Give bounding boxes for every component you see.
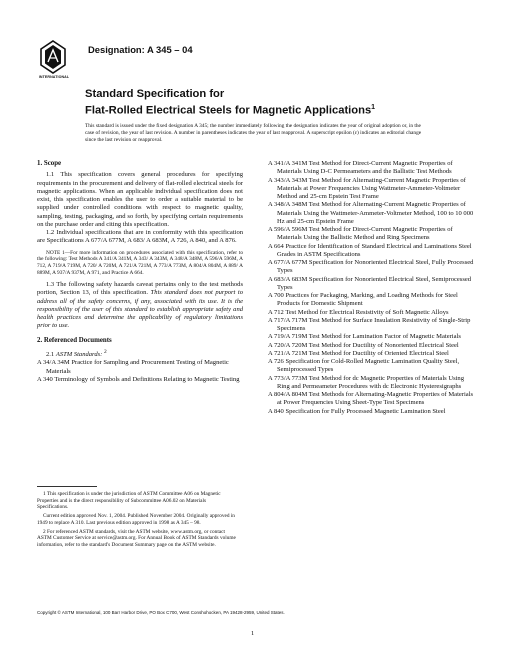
reference-item: A 721/A 721M Test Method for Ductility of Oriented Electrical Steel [268, 349, 449, 357]
paragraph-2-1 [37, 348, 243, 359]
reference-item: A 683/A 683M Specification for Nonoriented Electrical Steel, Semiprocessed Types [268, 275, 472, 291]
reference-item: A 348/A 348M Test Method for Alternating-Current Magnetic Properties of Materials Using the Wattmeter-Ammeter-Voltmeter Method, 100 to 10 000 Hz and 25-cm Epstein Frame [268, 201, 474, 225]
reference-item: A 804/A 804M Test Methods for Alternating-Magnetic Properties of Materials at Power Frequencies Using Sheet-Type Test Specimens [268, 391, 474, 407]
title-footnote-mark: 1 [371, 104, 376, 111]
left-column [37, 160, 243, 384]
reference-item: A 700 Practices for Packaging, Marking, and Loading Methods for Steel Products for Domestic Shipment [268, 292, 458, 308]
paragraph-2-1-number: 2.1 [46, 351, 55, 359]
paragraph-1-1: 1.1 This specification covers general procedures for specifying requirements in the procurement and delivery of flat-rolled electrical steels for magnetic applications. When an applicable individual specification does not exist, this specification enables the user to order a suitable material to be supplied under controlled conditions with respect to magnetic quality, sampling, testing, packaging, and so forth, by specifying certain requirements on the purchase order and citing this specification. [37, 171, 243, 228]
astm-standards-label: ASTM Standards: [55, 351, 103, 359]
footnote-1: 1 This specification is under the jurisdiction of ASTM Committee A06 on Magnetic Properties and is the direct responsibility of Subcommittee A06.02 on Materials Specifications. [37, 491, 221, 511]
reference-item: A 34/A 34M Practice for Sampling and Procurement Testing of Magnetic Materials [37, 359, 229, 375]
footnote-1-continued: Current edition approved Nov. 1, 2004. Published November 2004. Originally approved in 1949 to replace A 310. Last previous edition approved in 1998 as A 345 – 98. [37, 513, 235, 526]
title-line-2 [85, 101, 375, 118]
reference-item: A 720/A 720M Test Method for Ductility of Nonoriented Electrical Steel [268, 341, 459, 349]
reference-item: A 712 Test Method for Electrical Resistivity of Soft Magnetic Alloys [268, 308, 449, 316]
safety-caveat: This standard does not purport to address all of the safety concerns, if any, associated with its use. It is the responsibility of the user of this standard to establish appropriate safety and health practices and determine the applicability of regulatory limitations prior to use. [37, 289, 243, 330]
paragraph-1-3 [37, 281, 243, 331]
scope-heading: 1. Scope [37, 160, 62, 167]
footnote-rule [37, 486, 97, 487]
title-line-1: Standard Specification for [85, 88, 225, 100]
reference-item: A 840 Specification for Fully Processed Magnetic Lamination Steel [268, 407, 446, 415]
logo-label: INTERNATIONAL [38, 75, 70, 79]
footnotes [37, 486, 237, 551]
document-title [85, 88, 375, 118]
reference-item: A 717/A 717M Test Method for Surface Insulation Resistivity of Single-Strip Specimens [268, 316, 471, 332]
note-1: NOTE 1—For more information on procedures associated with this specification, refer to the following: Test Methods A 341/A 341M, A 343/ A 343M, A 348/A 348M, A 596/A 596M, A 712, A 719/A 719M, A 720/ A 720M, A 721/A 721M, A 773/A 773M, A 804/A 804M, A 889/ A 889M, A 937/A 937M, A 971, and Practice A 664. [37, 249, 243, 277]
reference-item: A 343/A 343M Test Method for Alternating-Current Magnetic Properties of Materials at Power Frequencies Using Wattmeter-Ammeter-Voltmeter Method and 25-cm Epstein Test Frame [268, 176, 466, 200]
reference-item: A 340 Terminology of Symbols and Definitions Relating to Magnetic Testing [37, 375, 240, 383]
reference-item: A 664 Practice for Identification of Standard Electrical and Laminations Steel Grades in ASTM Specifications [268, 242, 472, 258]
designation: Designation: A 345 – 04 [88, 44, 193, 55]
astm-logo-icon [40, 40, 66, 74]
title-line-2-text: Flat-Rolled Electrical Steels for Magnetic Applications [85, 104, 372, 117]
referenced-documents-heading: 2. Referenced Documents [37, 336, 112, 344]
reference-item: A 719/A 719M Test Method for Lamination Factor of Magnetic Materials [268, 333, 461, 341]
paragraph-1-2: 1.2 Individual specifications that are in conformity with this specification are Specifications A 677/A 677M, A 683/ A 683M, A 726, A 840, and A 876. [37, 229, 243, 245]
preamble: This standard is issued under the fixed designation A 345; the number immediately following the designation indicates the year of original adoption or, in the case of revision, the year of last revision. A number in parentheses indicates the year of last reapproval. A superscript epsilon (ε) indicates an editorial change since the last revision or reapproval. [85, 123, 422, 144]
copyright-notice: Copyright © ASTM International, 100 Barr Harbor Drive, PO Box C700, West Conshohocken, PA 19428-2959, United States. [37, 610, 285, 615]
reference-item: A 726 Specification for Cold-Rolled Magnetic Lamination Quality Steel, Semiprocessed Types [268, 358, 460, 374]
page-number: 1 [251, 630, 255, 637]
paragraph-1-3-text: 1.3 The following safety hazards caveat pertains only to the test methods portion, Section 13, of this specification. [37, 281, 243, 297]
footnote-2: 2 For referenced ASTM standards, visit the ASTM website, www.astm.org, or contact ASTM Customer Service at service@astm.org. For Annual Book of ASTM Standards volume information, refer to the standard's Document Summary page on the ASTM website. [37, 528, 236, 548]
footnote-mark-2: 2 [103, 348, 107, 355]
reference-item: A 596/A 596M Test Method for Direct-Current Magnetic Properties of Materials Using the Ballistic Method and Ring Specimens [268, 226, 453, 242]
reference-item: A 677/A 677M Specification for Nonoriented Electrical Steel, Fully Processed Types [268, 259, 474, 275]
reference-item: A 341/A 341M Test Method for Direct-Current Magnetic Properties of Materials Using D-C Permeameters and the Ballistic Test Methods [268, 160, 453, 176]
reference-item: A 773/A 773M Test Method for dc Magnetic Properties of Materials Using Ring and Permeameter Procedures with dc Electronic Hysteresigraphs [268, 374, 464, 390]
right-column [268, 160, 476, 416]
